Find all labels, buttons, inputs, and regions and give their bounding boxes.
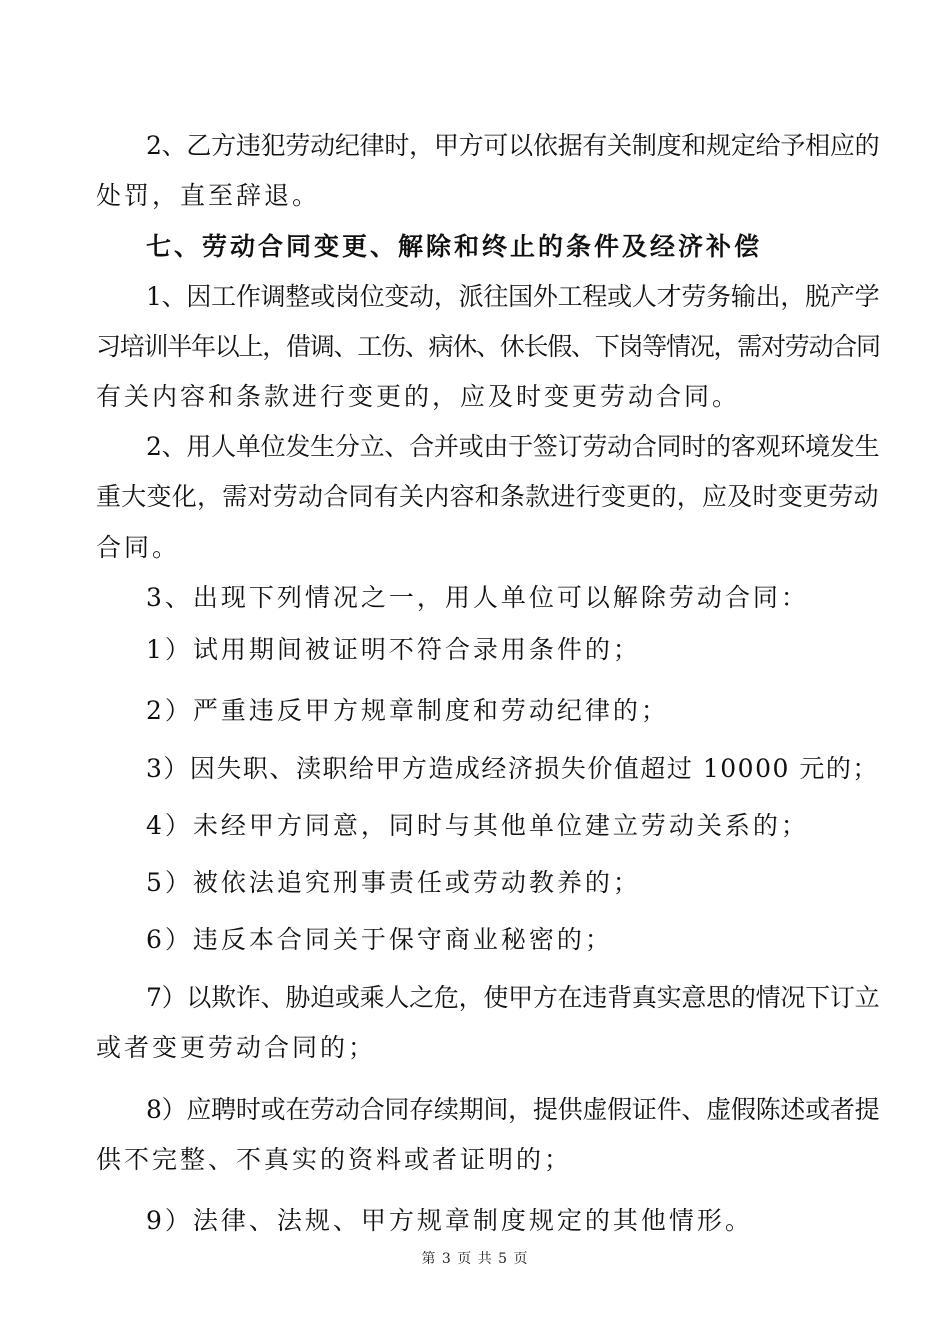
list-item-continuation: 或者变更劳动合同的；: [96, 1033, 377, 1062]
list-item: 7）以欺诈、胁迫或乘人之危，使甲方在违背真实意思的情况下订立: [146, 983, 880, 1012]
list-item: 2）严重违反甲方规章制度和劳动纪律的；: [146, 696, 669, 725]
paragraph-line: 合同。: [96, 533, 181, 562]
list-item: 8）应聘时或在劳动合同存续期间，提供虚假证件、虚假陈述或者提: [146, 1095, 880, 1124]
list-item-continuation: 供不完整、不真实的资料或者证明的；: [96, 1145, 573, 1174]
paragraph-line: 重大变化，需对劳动合同有关内容和条款进行变更的，应及时变更劳动: [96, 482, 879, 511]
list-item: 4）未经甲方同意，同时与其他单位建立劳动关系的；: [146, 811, 809, 840]
paragraph-line: 2、乙方违犯劳动纪律时，甲方可以依据有关制度和规定给予相应的: [146, 131, 880, 160]
section-heading: 七、劳动合同变更、解除和终止的条件及经济补偿: [146, 232, 763, 261]
list-item: 9）法律、法规、甲方规章制度规定的其他情形。: [146, 1206, 753, 1235]
list-item: 6）违反本合同关于保守商业秘密的；: [146, 925, 613, 954]
list-item: 1）试用期间被证明不符合录用条件的；: [146, 635, 641, 664]
paragraph-line: 2、用人单位发生分立、合并或由于签订劳动合同时的客观环境发生: [146, 432, 880, 461]
paragraph-line: 有关内容和条款进行变更的，应及时变更劳动合同。: [96, 382, 741, 411]
list-item: 5）被依法追究刑事责任或劳动教养的；: [146, 868, 641, 897]
paragraph-line: 1、因工作调整或岗位变动，派往国外工程或人才劳务输出，脱产学: [146, 282, 880, 311]
paragraph-line: 处罚，直至辞退。: [96, 181, 321, 210]
paragraph-line: 习培训半年以上，借调、工伤、病休、休长假、下岗等情况，需对劳动合同: [96, 332, 880, 361]
paragraph-line: 3、出现下列情况之一，用人单位可以解除劳动合同：: [146, 583, 809, 612]
page-footer: 第 3 页 共 5 页: [421, 1251, 529, 1267]
list-item: 3）因失职、渎职给甲方造成经济损失价值超过 10000 元的；: [146, 754, 879, 783]
